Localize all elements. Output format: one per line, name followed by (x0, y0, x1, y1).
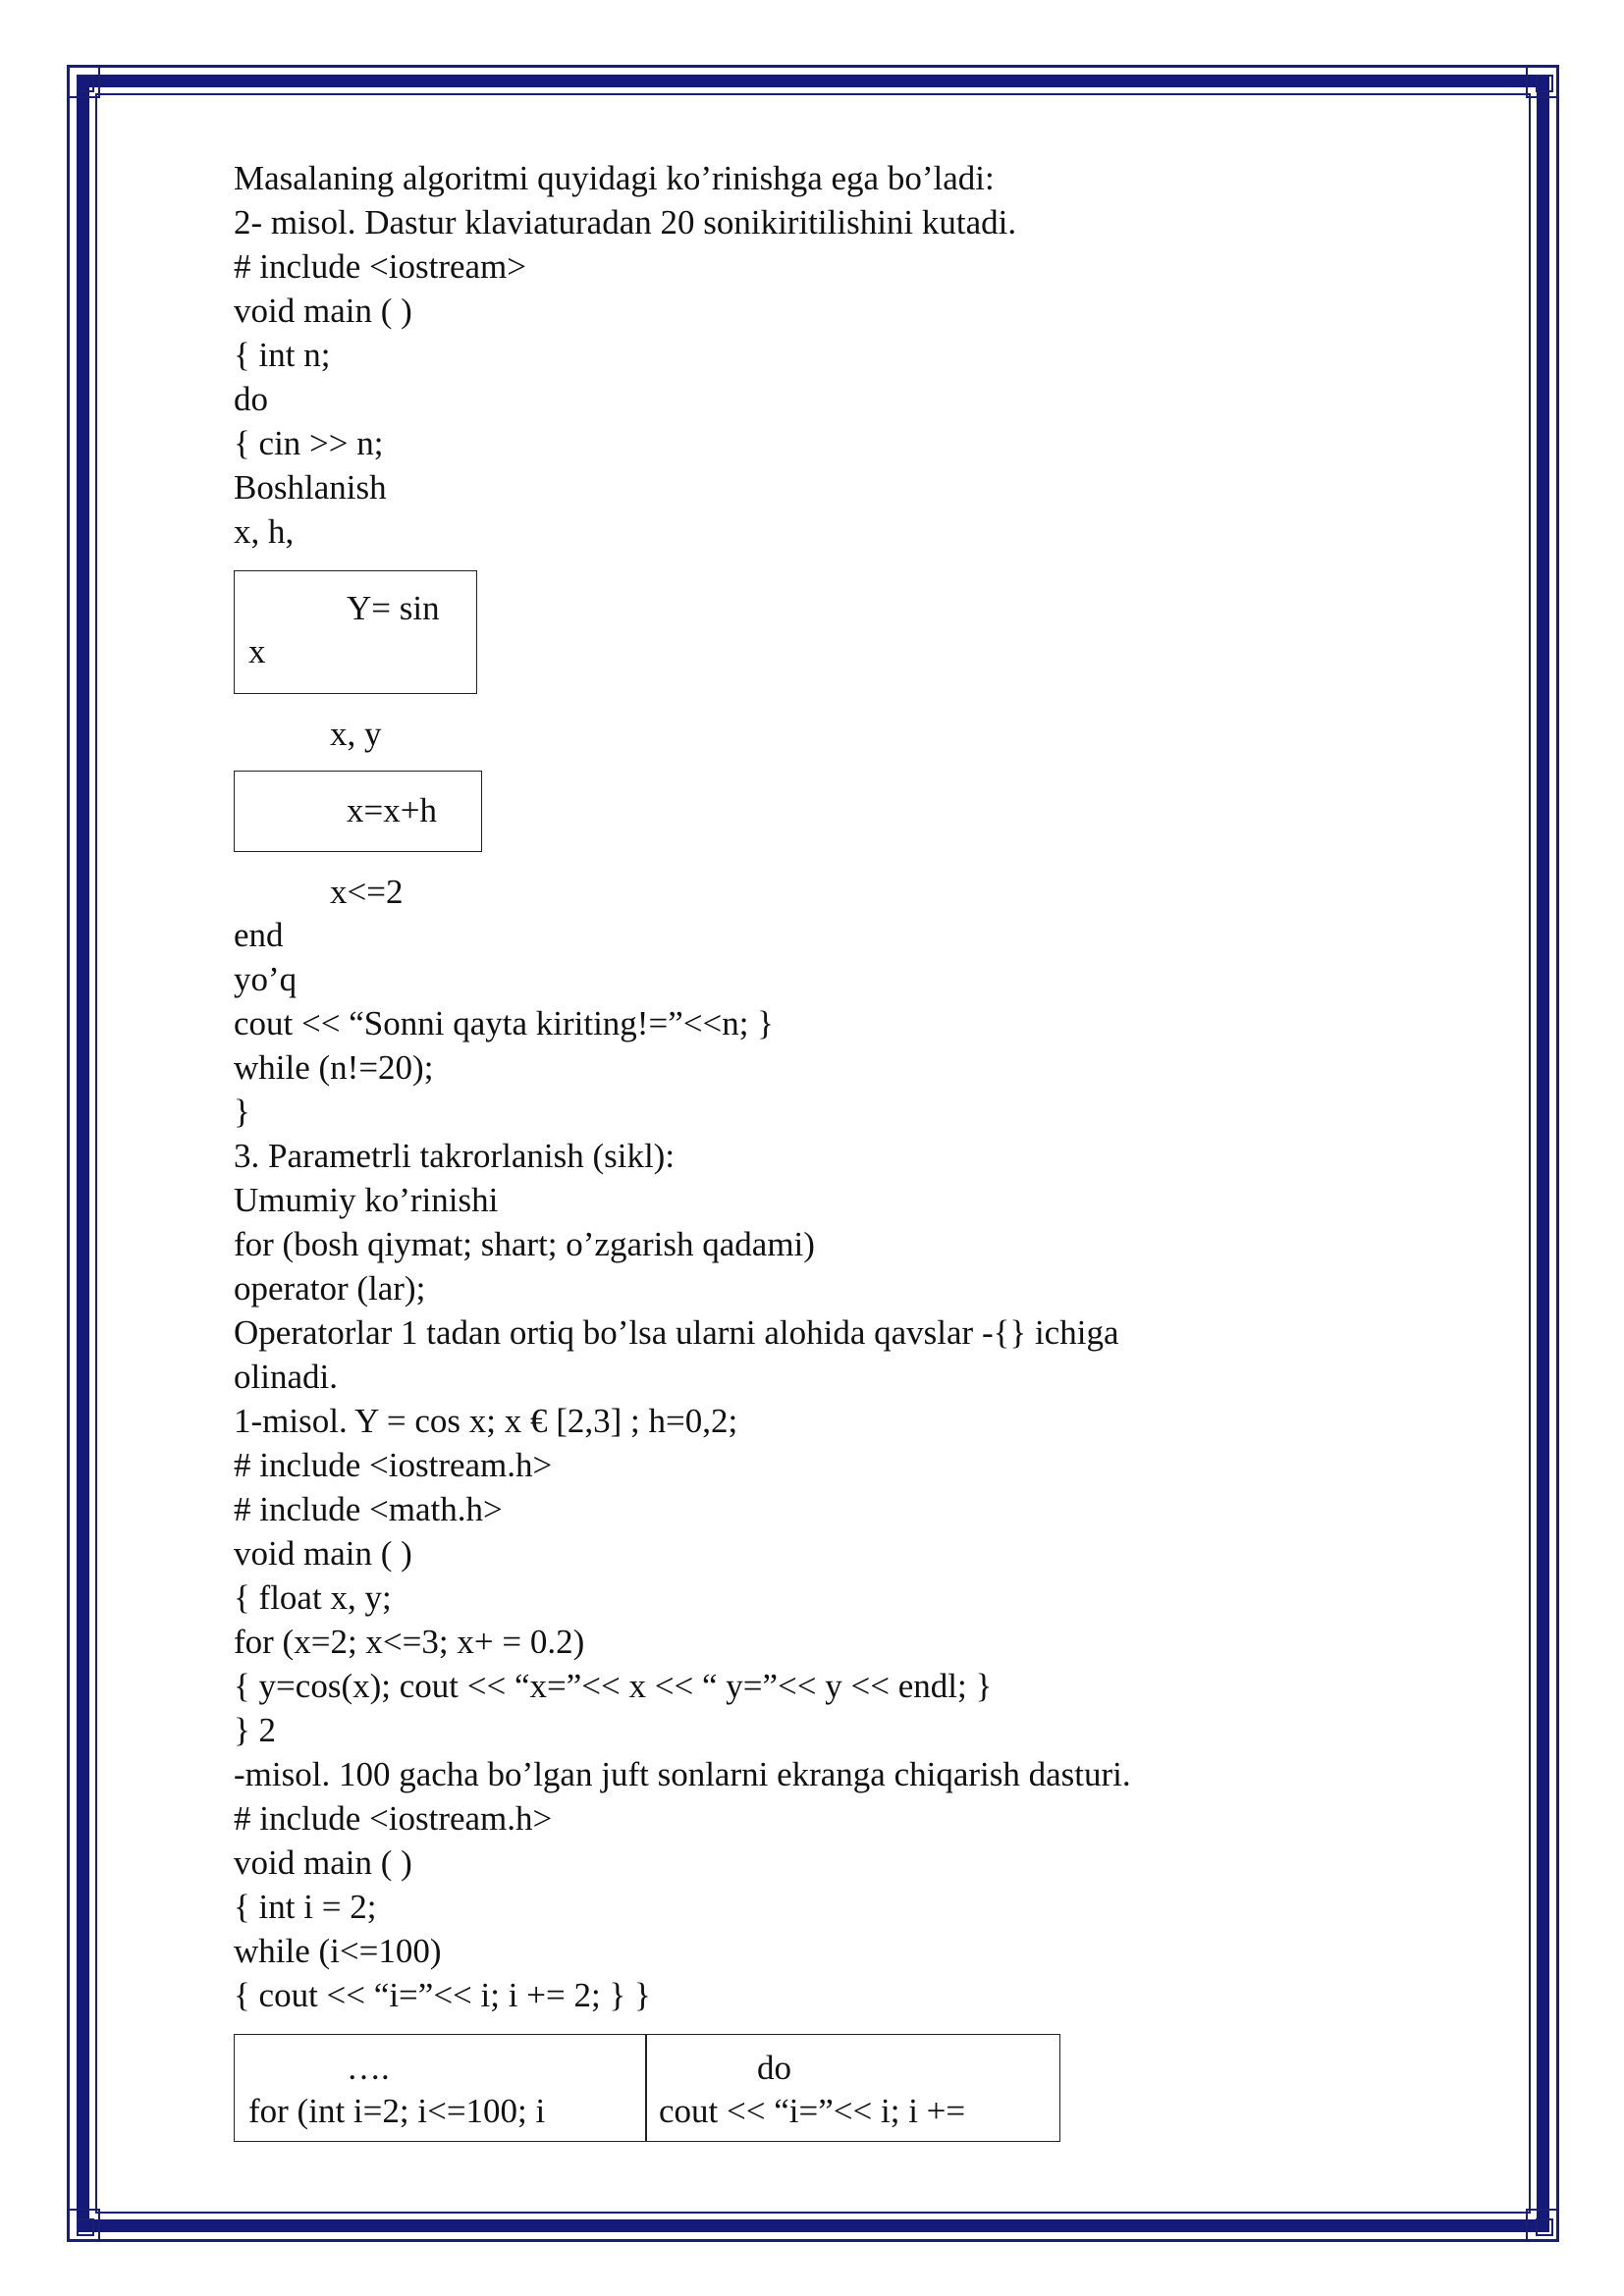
flowchart-no-label: yo’q (234, 960, 298, 998)
text-line: 2- misol. Dastur klaviaturadan 20 sonikiritilishini kutadi. (234, 203, 1017, 241)
box-text: x=x+h (347, 791, 437, 829)
corner-ornament-top-left (67, 65, 100, 98)
code-line: for (x=2; x<=3; x+ = 0.2) (234, 1623, 585, 1661)
box-text: x (248, 632, 266, 670)
table-cell-right-bottom: cout << “i=”<< i; i += (659, 2092, 966, 2130)
table-cell-left-top: …. (347, 2049, 390, 2087)
text-line: Operatorlar 1 tadan ortiq bo’lsa ularni alohida qavslar -{} ichiga (234, 1313, 1119, 1352)
code-line: for (bosh qiymat; shart; o’zgarish qadami) (234, 1225, 815, 1263)
example-heading: -misol. 100 gacha bo’lgan juft sonlarni ekranga chiqarish dasturi. (234, 1755, 1131, 1793)
table-cell-right-top: do (757, 2049, 791, 2087)
code-line: { cin >> n; (234, 424, 384, 462)
code-line: void main ( ) (234, 1534, 412, 1573)
code-line: do (234, 380, 268, 418)
corner-ornament-bottom-right (1526, 2209, 1559, 2242)
flowchart-input-label: x, h, (234, 512, 295, 551)
flowchart-process-box-sin (234, 570, 477, 694)
code-line: void main ( ) (234, 292, 412, 330)
table-cell-left-bottom: for (int i=2; i<=100; i (248, 2092, 546, 2130)
code-line: operator (lar); (234, 1269, 426, 1308)
flowchart-condition-label: x<=2 (330, 873, 404, 911)
code-line: while (n!=20); (234, 1048, 434, 1087)
text-line: olinadi. (234, 1358, 338, 1396)
code-line: # include <iostream.h> (234, 1446, 553, 1484)
flowchart-process-box-increment (234, 771, 482, 852)
code-line: { y=cos(x); cout << “x=”<< x << “ y=”<< y << endl; } (234, 1667, 993, 1705)
flowchart-start-label: Boshlanish (234, 468, 387, 507)
code-line: { int n; (234, 336, 331, 374)
code-line: # include <iostream.h> (234, 1799, 553, 1838)
code-line: } 2 (234, 1711, 277, 1749)
section-heading: 3. Parametrli takrorlanish (sikl): (234, 1137, 676, 1175)
corner-ornament-bottom-left (67, 2209, 100, 2242)
text-line: Umumiy ko’rinishi (234, 1181, 499, 1219)
box-text: Y= sin (347, 589, 440, 627)
table-divider (645, 2035, 647, 2141)
code-line: void main ( ) (234, 1843, 412, 1882)
code-line: # include <iostream> (234, 247, 527, 286)
code-line: } (234, 1093, 250, 1131)
comparison-table (234, 2034, 1060, 2142)
code-line: { cout << “i=”<< i; i += 2; } } (234, 1976, 651, 2014)
flowchart-end-label: end (234, 916, 284, 954)
flowchart-output-label: x, y (330, 715, 382, 753)
code-line: cout << “Sonni qayta kiriting!=”<<n; } (234, 1004, 774, 1042)
code-line: while (i<=100) (234, 1932, 442, 1970)
code-line: # include <math.h> (234, 1490, 503, 1528)
corner-ornament-top-right (1526, 65, 1559, 98)
code-line: { float x, y; (234, 1578, 392, 1617)
example-heading: 1-misol. Y = cos x; x € [2,3] ; h=0,2; (234, 1402, 738, 1440)
text-line: Masalaning algoritmi quyidagi ko’rinishga ega bo’ladi: (234, 159, 995, 197)
code-line: { int i = 2; (234, 1888, 377, 1926)
